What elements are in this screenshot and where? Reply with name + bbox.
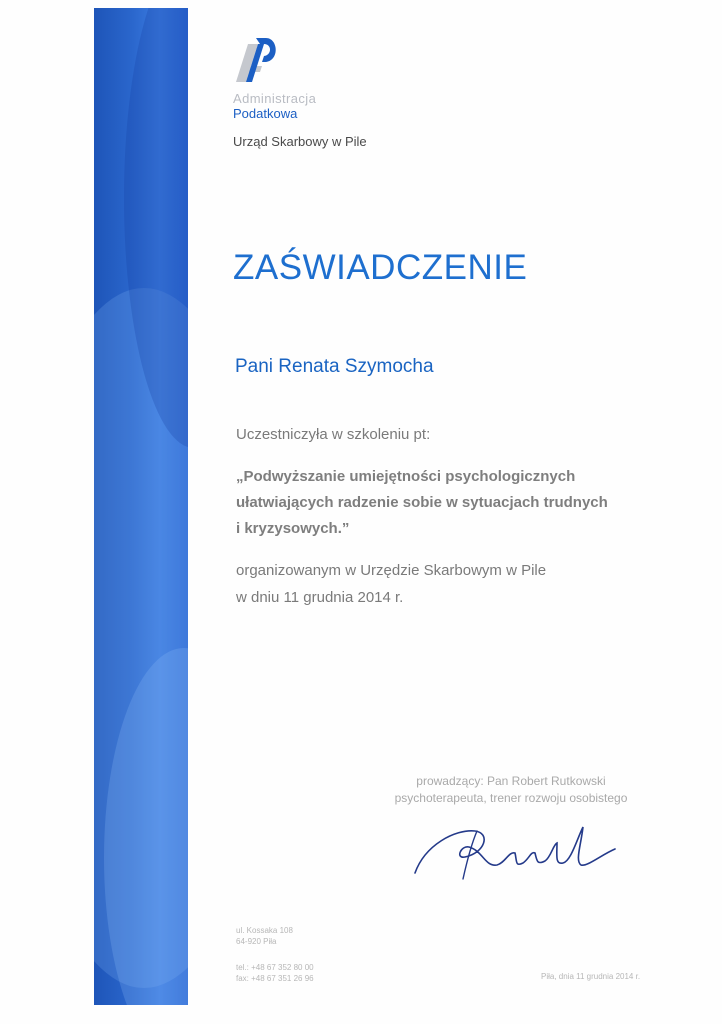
training-date: w dniu 11 grudnia 2014 r. [236,589,404,606]
footer-tel: tel.: +48 67 352 80 00 [236,963,314,972]
logo-text-administracja: Administracja [233,91,317,106]
ap-logo-icon [232,36,282,86]
footer-city: 64-920 Piła [236,937,277,946]
trainer-title: psychoterapeuta, trener rozwoju osobistego [394,791,628,805]
footer-fax: fax: +48 67 351 26 96 [236,974,314,983]
footer-street: ul. Kossaka 108 [236,926,293,935]
course-title [236,464,656,542]
footer-place-date: Piła, dnia 11 grudnia 2014 r. [541,972,641,981]
course-title-line: ułatwiających radzenie sobie w sytuacjach trudnych [236,494,608,511]
trainer-name: prowadzący: Pan Robert Rutkowski [416,774,606,788]
trainer-block [380,773,642,807]
trainer-signature [405,805,625,885]
office-name: Urząd Skarbowy w Pile [233,134,367,149]
logo-text-podatkowa: Podatkowa [233,106,298,121]
organizer-text: organizowanym w Urzędzie Skarbowym w Pile [236,562,547,579]
footer-contact [236,962,314,984]
blue-side-band [94,8,188,1005]
course-title-line: i kryzysowych.” [236,520,350,537]
footer-address [236,925,293,947]
recipient-name: Pani Renata Szymocha [235,356,434,377]
document-title: ZAŚWIADCZENIE [233,248,528,287]
intro-text: Uczestniczyła w szkoleniu pt: [236,426,431,443]
course-title-line: „Podwyższanie umiejętności psychologicznych [236,468,576,485]
